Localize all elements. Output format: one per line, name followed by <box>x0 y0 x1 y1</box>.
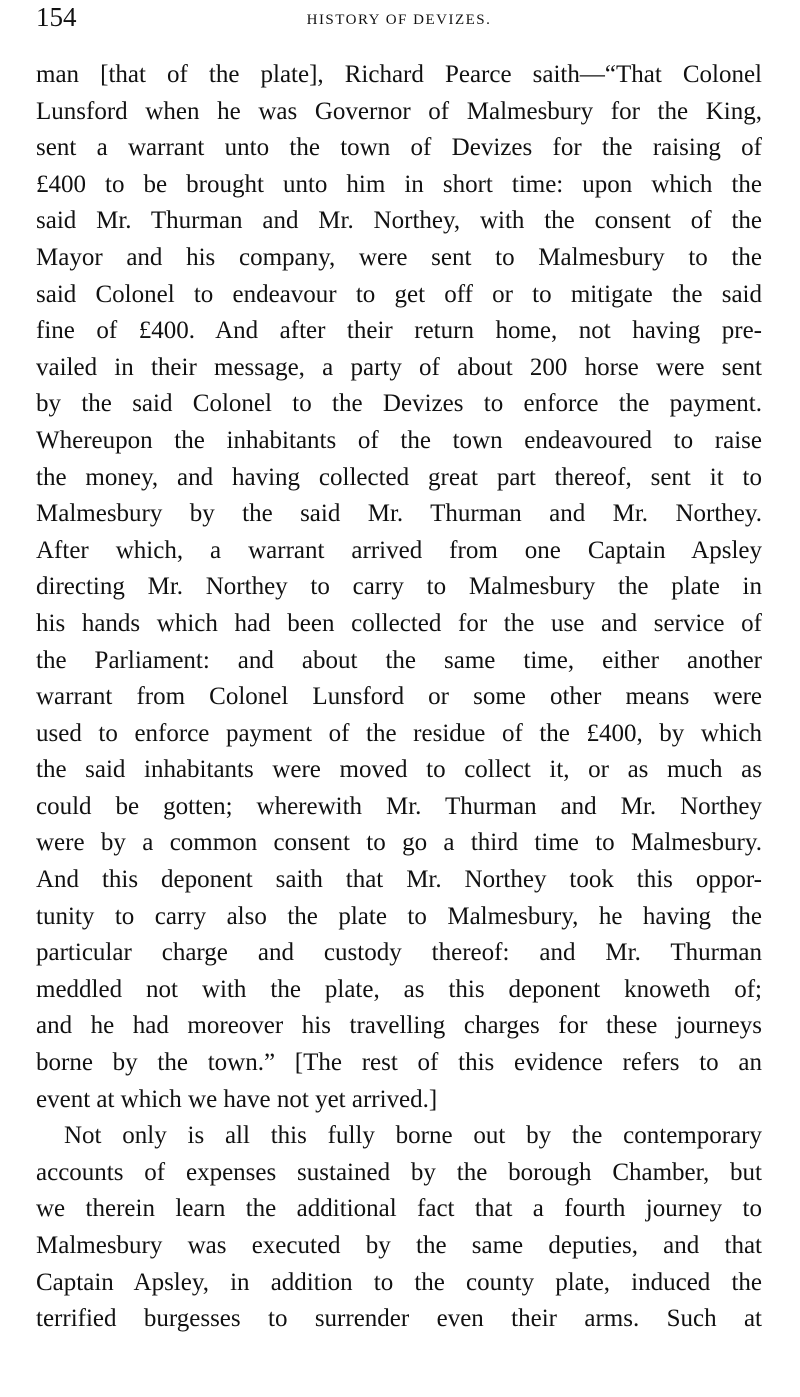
text-line: said Colonel to endeavour to get off or to mitigate the said <box>36 280 762 308</box>
text-line: Mayor and his company, were sent to Malmesbury to the <box>36 243 762 271</box>
text-line: £400 to be brought unto him in short time: upon which the <box>36 170 762 198</box>
text-line: his hands which had been collected for the use and service of <box>36 609 762 637</box>
text-line: sent a warrant unto the town of Devizes for the raising of <box>36 134 762 162</box>
text-line: the said inhabitants were moved to collect it, or as much as <box>36 756 762 784</box>
text-line: directing Mr. Northey to carry to Malmesbury the plate in <box>36 573 762 601</box>
text-line: the Parliament: and about the same time, either another <box>36 646 762 674</box>
text-line: particular charge and custody thereof: and Mr. Thurman <box>36 939 762 967</box>
text-line: And this deponent saith that Mr. Northey took this oppor- <box>36 866 762 894</box>
text-line: tunity to carry also the plate to Malmesbury, he having the <box>36 902 762 930</box>
text-line: man [that of the plate], Richard Pearce saith—“That Colonel <box>36 61 762 88</box>
text-line: After which, a warrant arrived from one Captain Apsley <box>36 536 762 564</box>
running-head: HISTORY OF DEVIZES. <box>306 12 492 28</box>
text-line: could be gotten; wherewith Mr. Thurman and Mr. Northey <box>36 792 762 820</box>
page-number: 154 <box>36 2 77 32</box>
text-line: and he had moreover his travelling charges for these journeys <box>36 1012 762 1040</box>
text-line: vailed in their message, a party of about 200 horse were sent <box>36 353 762 381</box>
text-line: were by a common consent to go a third time to Malmesbury. <box>36 829 762 857</box>
text-line: meddled not with the plate, as this deponent knoweth of; <box>36 975 762 1003</box>
text-line: the money, and having collected great part thereof, sent it to <box>36 463 762 491</box>
body-text <box>36 57 762 1338</box>
page-header <box>36 2 762 36</box>
text-line: by the said Colonel to the Devizes to enforce the payment. <box>36 390 762 418</box>
text-line: fine of £400. And after their return home, not having pre- <box>36 317 762 345</box>
text-line: Captain Apsley, in addition to the county plate, induced the <box>36 1268 762 1296</box>
text-line: used to enforce payment of the residue of the £400, by which <box>36 719 762 747</box>
text-line: Not only is all this fully borne out by the contemporary <box>64 1122 762 1150</box>
text-line: Whereupon the inhabitants of the town endeavoured to raise <box>36 426 762 454</box>
text-line: event at which we have not yet arrived.] <box>36 1085 438 1113</box>
text-line: warrant from Colonel Lunsford or some other means were <box>36 683 762 711</box>
text-line: we therein learn the additional fact that a fourth journey to <box>36 1195 762 1223</box>
text-line: terrified burgesses to surrender even their arms. Such at <box>36 1305 762 1333</box>
text-line: Malmesbury was executed by the same deputies, and that <box>36 1232 762 1259</box>
text-line: Lunsford when he was Governor of Malmesbury for the King, <box>36 97 762 125</box>
text-line: Malmesbury by the said Mr. Thurman and Mr. Northey. <box>36 500 762 528</box>
text-line: accounts of expenses sustained by the borough Chamber, but <box>36 1158 762 1186</box>
text-line: borne by the town.” [The rest of this evidence refers to an <box>36 1049 762 1077</box>
text-line: said Mr. Thurman and Mr. Northey, with the consent of the <box>36 207 762 235</box>
